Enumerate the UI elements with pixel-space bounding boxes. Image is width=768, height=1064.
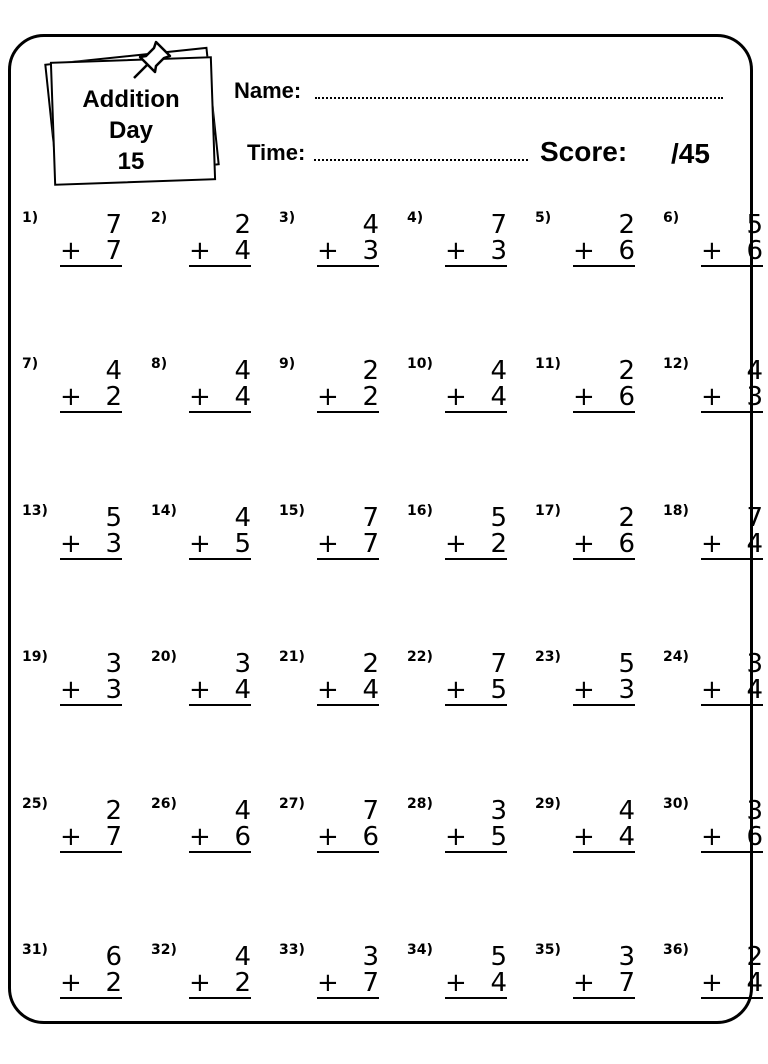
title-line-1: Addition: [82, 86, 180, 113]
addend-top: 7: [105, 210, 122, 240]
addend-bottom-row: [445, 530, 507, 560]
plus-sign: +: [701, 529, 723, 559]
plus-sign: +: [445, 675, 467, 705]
addend-bottom-row: [701, 530, 763, 560]
plus-sign: +: [445, 236, 467, 266]
title-line-2: Day: [108, 117, 154, 144]
addend-bottom-row: [60, 383, 122, 413]
addend-top: 7: [746, 503, 763, 533]
addend-bottom: 4: [490, 968, 507, 998]
problem: [535, 649, 635, 729]
problem-number: 10): [407, 356, 433, 372]
plus-sign: +: [189, 822, 211, 852]
addend-bottom: 6: [746, 822, 763, 852]
addend-bottom-row: [445, 237, 507, 267]
title-line-3: 15: [117, 148, 145, 175]
plus-sign: +: [701, 382, 723, 412]
problem: [151, 356, 251, 436]
addend-bottom-row: [189, 237, 251, 267]
addend-bottom-row: [445, 969, 507, 999]
score-label: Score:: [540, 136, 628, 167]
plus-sign: +: [573, 236, 595, 266]
addend-top: 3: [362, 942, 379, 972]
problem: [663, 796, 763, 876]
addend-top: 4: [234, 942, 251, 972]
addend-top: 5: [105, 503, 122, 533]
addend-bottom-row: [60, 237, 122, 267]
problem-number: 5): [535, 210, 552, 226]
plus-sign: +: [445, 529, 467, 559]
addend-bottom: 5: [490, 675, 507, 705]
problem-number: 13): [22, 503, 48, 519]
addend-bottom-row: [60, 969, 122, 999]
addend-top: 4: [234, 503, 251, 533]
problem-number: 12): [663, 356, 689, 372]
addend-bottom-row: [701, 676, 763, 706]
problem-number: 34): [407, 942, 433, 958]
addend-bottom: 5: [234, 529, 251, 559]
addend-bottom-row: [701, 237, 763, 267]
addend-bottom: 7: [618, 968, 635, 998]
addend-bottom: 6: [618, 236, 635, 266]
addend-bottom: 6: [234, 822, 251, 852]
plus-sign: +: [60, 822, 82, 852]
plus-sign: +: [189, 529, 211, 559]
addend-bottom-row: [445, 823, 507, 853]
problem: [279, 356, 379, 436]
problem-number: 25): [22, 796, 48, 812]
problem: [407, 356, 507, 436]
problem-number: 14): [151, 503, 177, 519]
problem-number: 21): [279, 649, 305, 665]
addend-bottom-row: [189, 676, 251, 706]
addend-bottom: 4: [746, 968, 763, 998]
addend-top: 2: [746, 942, 763, 972]
addend-bottom-row: [317, 383, 379, 413]
plus-sign: +: [573, 822, 595, 852]
problem: [663, 356, 763, 436]
addend-bottom-row: [701, 823, 763, 853]
problem-number: 4): [407, 210, 424, 226]
time-field[interactable]: [314, 159, 528, 161]
plus-sign: +: [445, 968, 467, 998]
problem-number: 22): [407, 649, 433, 665]
score-total: /45: [671, 138, 710, 169]
addend-top: 7: [490, 649, 507, 679]
addend-bottom: 2: [105, 382, 122, 412]
addend-top: 3: [746, 649, 763, 679]
addend-top: 4: [746, 356, 763, 386]
problem: [22, 503, 122, 583]
addend-top: 2: [618, 503, 635, 533]
addend-bottom: 6: [618, 382, 635, 412]
plus-sign: +: [701, 968, 723, 998]
problem-number: 27): [279, 796, 305, 812]
plus-sign: +: [60, 675, 82, 705]
addend-top: 3: [234, 649, 251, 679]
addend-bottom: 2: [105, 968, 122, 998]
addend-top: 7: [490, 210, 507, 240]
problem: [22, 356, 122, 436]
name-field[interactable]: [315, 97, 723, 99]
addend-bottom: 2: [490, 529, 507, 559]
addend-bottom: 2: [234, 968, 251, 998]
addend-top: 4: [618, 796, 635, 826]
problem: [663, 942, 763, 1022]
addend-bottom: 4: [234, 382, 251, 412]
plus-sign: +: [60, 968, 82, 998]
addend-bottom: 4: [490, 382, 507, 412]
problem-number: 23): [535, 649, 561, 665]
addend-top: 4: [234, 796, 251, 826]
addend-bottom-row: [573, 969, 635, 999]
problem: [279, 503, 379, 583]
addend-bottom-row: [573, 823, 635, 853]
plus-sign: +: [445, 382, 467, 412]
problem-number: 9): [279, 356, 296, 372]
addend-top: 3: [490, 796, 507, 826]
problem: [22, 210, 122, 290]
addend-bottom: 4: [746, 675, 763, 705]
addend-bottom: 3: [362, 236, 379, 266]
addend-bottom: 4: [746, 529, 763, 559]
plus-sign: +: [189, 382, 211, 412]
addend-bottom-row: [573, 237, 635, 267]
addend-top: 3: [618, 942, 635, 972]
plus-sign: +: [189, 236, 211, 266]
addend-bottom: 4: [234, 675, 251, 705]
problem-number: 17): [535, 503, 561, 519]
problem-number: 2): [151, 210, 168, 226]
addend-bottom-row: [60, 530, 122, 560]
addend-bottom: 3: [105, 675, 122, 705]
addend-bottom-row: [317, 969, 379, 999]
plus-sign: +: [317, 382, 339, 412]
addend-bottom: 7: [105, 236, 122, 266]
plus-sign: +: [60, 236, 82, 266]
problem: [22, 796, 122, 876]
worksheet-title: [56, 84, 206, 177]
addend-bottom: 6: [746, 236, 763, 266]
plus-sign: +: [573, 675, 595, 705]
addend-top: 7: [362, 503, 379, 533]
addend-top: 5: [490, 942, 507, 972]
problem: [151, 503, 251, 583]
plus-sign: +: [60, 382, 82, 412]
addend-top: 4: [490, 356, 507, 386]
addend-bottom: 4: [618, 822, 635, 852]
problem: [407, 649, 507, 729]
problem-number: 19): [22, 649, 48, 665]
addend-top: 4: [105, 356, 122, 386]
addend-bottom-row: [573, 383, 635, 413]
addend-bottom-row: [189, 823, 251, 853]
addend-bottom-row: [701, 969, 763, 999]
problem: [663, 649, 763, 729]
problem-number: 29): [535, 796, 561, 812]
addend-bottom: 4: [362, 675, 379, 705]
addend-top: 5: [490, 503, 507, 533]
problem: [151, 649, 251, 729]
addend-top: 5: [746, 210, 763, 240]
problem-number: 35): [535, 942, 561, 958]
addend-bottom-row: [189, 530, 251, 560]
addend-top: 2: [234, 210, 251, 240]
addend-bottom-row: [445, 676, 507, 706]
plus-sign: +: [573, 968, 595, 998]
problem: [407, 942, 507, 1022]
addend-bottom-row: [60, 823, 122, 853]
problem-number: 31): [22, 942, 48, 958]
addend-top: 3: [746, 796, 763, 826]
problem: [535, 942, 635, 1022]
problem-number: 28): [407, 796, 433, 812]
addend-bottom: 3: [746, 382, 763, 412]
addend-bottom: 7: [105, 822, 122, 852]
problem: [535, 210, 635, 290]
problem: [663, 210, 763, 290]
problem: [22, 942, 122, 1022]
addend-bottom: 4: [234, 236, 251, 266]
addend-bottom: 2: [362, 382, 379, 412]
problem: [151, 210, 251, 290]
problem-number: 3): [279, 210, 296, 226]
addend-top: 2: [362, 649, 379, 679]
addend-bottom-row: [189, 383, 251, 413]
plus-sign: +: [60, 529, 82, 559]
plus-sign: +: [701, 236, 723, 266]
problem: [151, 942, 251, 1022]
problem: [407, 503, 507, 583]
addend-top: 6: [105, 942, 122, 972]
problem: [279, 796, 379, 876]
addend-bottom-row: [701, 383, 763, 413]
name-label: Name:: [234, 78, 302, 103]
problem-number: 11): [535, 356, 561, 372]
addend-bottom-row: [445, 383, 507, 413]
addend-bottom: 5: [490, 822, 507, 852]
problem-number: 16): [407, 503, 433, 519]
pushpin-icon: [128, 38, 174, 84]
plus-sign: +: [189, 968, 211, 998]
problem: [535, 503, 635, 583]
problem-number: 30): [663, 796, 689, 812]
plus-sign: +: [317, 675, 339, 705]
addend-top: 5: [618, 649, 635, 679]
problem: [279, 210, 379, 290]
problem-number: 36): [663, 942, 689, 958]
problem-number: 26): [151, 796, 177, 812]
addend-bottom-row: [317, 823, 379, 853]
addend-bottom-row: [317, 676, 379, 706]
problem-number: 20): [151, 649, 177, 665]
addend-bottom: 3: [490, 236, 507, 266]
addend-bottom: 6: [618, 529, 635, 559]
problem: [535, 796, 635, 876]
problem: [407, 210, 507, 290]
plus-sign: +: [573, 382, 595, 412]
addend-bottom-row: [60, 676, 122, 706]
problem: [663, 503, 763, 583]
addend-top: 2: [618, 210, 635, 240]
problem-number: 7): [22, 356, 39, 372]
plus-sign: +: [317, 529, 339, 559]
addend-top: 2: [362, 356, 379, 386]
addend-top: 2: [618, 356, 635, 386]
addend-bottom: 7: [362, 529, 379, 559]
addend-bottom: 6: [362, 822, 379, 852]
addend-bottom-row: [573, 676, 635, 706]
problem-number: 18): [663, 503, 689, 519]
problem-number: 15): [279, 503, 305, 519]
plus-sign: +: [317, 236, 339, 266]
plus-sign: +: [189, 675, 211, 705]
addend-bottom: 3: [105, 529, 122, 559]
problem: [22, 649, 122, 729]
problem: [407, 796, 507, 876]
time-label: Time:: [247, 140, 306, 165]
problem-number: 8): [151, 356, 168, 372]
addend-top: 4: [362, 210, 379, 240]
addend-top: 7: [362, 796, 379, 826]
problem: [151, 796, 251, 876]
plus-sign: +: [317, 822, 339, 852]
plus-sign: +: [701, 675, 723, 705]
addend-bottom-row: [573, 530, 635, 560]
problem: [279, 942, 379, 1022]
addend-bottom-row: [317, 530, 379, 560]
addend-bottom-row: [189, 969, 251, 999]
addend-bottom: 3: [618, 675, 635, 705]
problem-number: 6): [663, 210, 680, 226]
addend-top: 2: [105, 796, 122, 826]
problem-number: 1): [22, 210, 39, 226]
problem-number: 33): [279, 942, 305, 958]
problem: [279, 649, 379, 729]
problem-number: 32): [151, 942, 177, 958]
plus-sign: +: [701, 822, 723, 852]
addend-bottom-row: [317, 237, 379, 267]
addend-bottom: 7: [362, 968, 379, 998]
addend-top: 4: [234, 356, 251, 386]
problem: [535, 356, 635, 436]
plus-sign: +: [445, 822, 467, 852]
problem-number: 24): [663, 649, 689, 665]
addend-top: 3: [105, 649, 122, 679]
plus-sign: +: [573, 529, 595, 559]
plus-sign: +: [317, 968, 339, 998]
